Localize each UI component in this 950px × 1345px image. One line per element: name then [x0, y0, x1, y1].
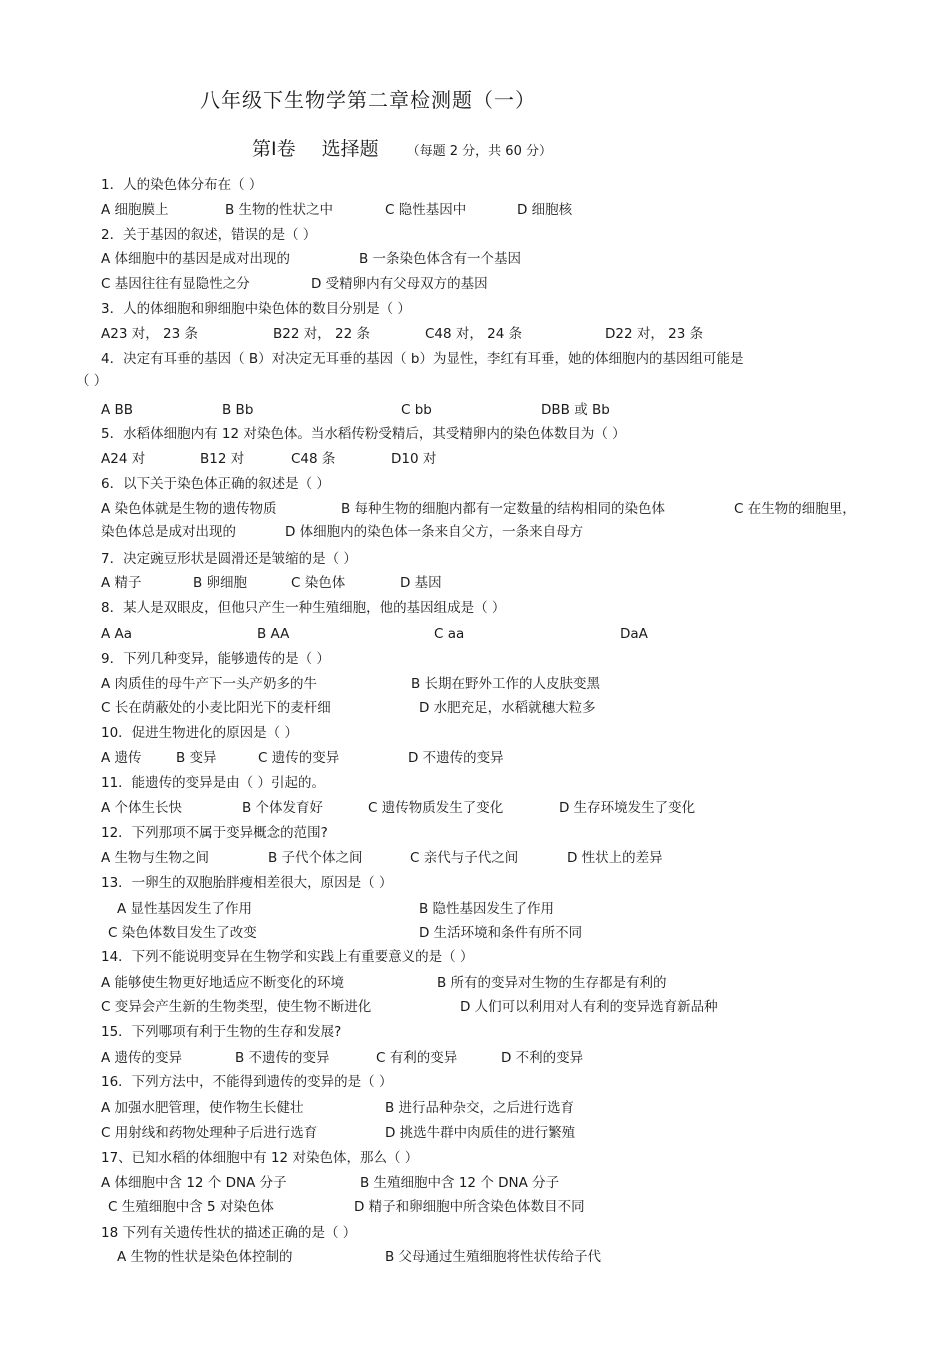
answer-option: B 生物的性状之中 — [225, 202, 334, 218]
answer-option: B AA — [257, 626, 290, 642]
question-stem: 8．某人是双眼皮，但他只产生一种生殖细胞，他的基因组成是（ ） — [101, 600, 506, 616]
answer-option: A23 对， 23 条 — [101, 326, 198, 342]
answer-option: D 生活环境和条件有所不同 — [419, 925, 583, 941]
answer-option: B22 对， 22 条 — [273, 326, 370, 342]
answer-option: D 人们可以利用对人有利的变异选育新品种 — [460, 999, 718, 1015]
answer-option: B 长期在野外工作的人皮肤变黑 — [411, 676, 601, 692]
answer-option: C48 条 — [291, 451, 336, 467]
answer-option: B 所有的变异对生物的生存都是有利的 — [437, 975, 667, 991]
answer-option: D 挑选牛群中肉质佳的进行繁殖 — [385, 1125, 576, 1141]
answer-option: C aa — [434, 626, 465, 642]
question-stem: 14．下列不能说明变异在生物学和实践上有重要意义的是（ ） — [101, 949, 474, 965]
answer-option: C 染色体数目发生了改变 — [108, 925, 257, 941]
answer-option: B 一条染色体含有一个基因 — [359, 251, 522, 267]
answer-option: D 体细胞内的染色体一条来自父方，一条来自母方 — [285, 524, 584, 540]
answer-option: A 肉质佳的母牛产下一头产奶多的牛 — [101, 676, 318, 692]
answer-option: D 性状上的差异 — [567, 850, 663, 866]
answer-option: C 隐性基因中 — [385, 202, 467, 218]
question-stem: 9．下列几种变异，能够遗传的是（ ） — [101, 651, 330, 667]
question-stem: 10．促进生物进化的原因是（ ） — [101, 725, 298, 741]
answer-option: A BB — [101, 402, 134, 418]
answer-option: C 长在荫蔽处的小麦比阳光下的麦杆细 — [101, 700, 331, 716]
section-heading — [252, 134, 552, 161]
answer-option: B 不遗传的变异 — [235, 1050, 330, 1066]
answer-option: A 精子 — [101, 575, 142, 591]
answer-option: A 能够使生物更好地适应不断变化的环境 — [101, 975, 345, 991]
answer-option: C 遗传物质发生了变化 — [368, 800, 504, 816]
answer-option: D 水肥充足，水稻就穗大粒多 — [419, 700, 596, 716]
answer-option: B12 对 — [200, 451, 245, 467]
answer-option: A 遗传 — [101, 750, 142, 766]
answer-option: A 染色体就是生物的遗传物质 — [101, 501, 277, 517]
answer-option: DaA — [620, 626, 648, 642]
answer-option: B 进行品种杂交，之后进行选育 — [385, 1100, 575, 1116]
question-stem: 4．决定有耳垂的基因（ B）对决定无耳垂的基因（ b）为显性，李红有耳垂，她的体细胞内的基因组可能是 — [101, 351, 744, 367]
answer-option: A Aa — [101, 626, 133, 642]
question-stem: 17、已知水稻的体细胞中有 12 对染色体，那么（ ） — [101, 1150, 419, 1166]
answer-option: D 不利的变异 — [501, 1050, 584, 1066]
answer-option: B 子代个体之间 — [268, 850, 363, 866]
question-stem: 12．下列那项不属于变异概念的范围? — [101, 825, 328, 841]
answer-option: A 显性基因发生了作用 — [117, 901, 253, 917]
answer-option: A 细胞膜上 — [101, 202, 169, 218]
question-stem: 6．以下关于染色体正确的叙述是（ ） — [101, 476, 330, 492]
question-stem: 3．人的体细胞和卵细胞中染色体的数目分别是（ ） — [101, 301, 411, 317]
answer-option: D 细胞核 — [517, 202, 573, 218]
section-note: （每题 2 分，共 60 分） — [406, 144, 552, 159]
answer-option: D 不遗传的变异 — [408, 750, 504, 766]
answer-option: D10 对 — [391, 451, 437, 467]
answer-option: B 生殖细胞中含 12 个 DNA 分子 — [360, 1175, 560, 1191]
page-title: 八年级下生物学第二章检测题（一） — [200, 88, 536, 112]
answer-option: D 受精卵内有父母双方的基因 — [311, 276, 488, 292]
question-stem: 16．下列方法中，不能得到遗传的变异的是（ ） — [101, 1074, 393, 1090]
question-stem: 5．水稻体细胞内有 12 对染色体。当水稻传粉受精后，其受精卵内的染色体数目为（ ） — [101, 426, 626, 442]
answer-option: D22 对， 23 条 — [605, 326, 704, 342]
question-stem: （ ） — [76, 373, 108, 389]
answer-option: C 染色体 — [291, 575, 346, 591]
answer-option: A 体细胞中的基因是成对出现的 — [101, 251, 291, 267]
answer-option: B Bb — [222, 402, 254, 418]
answer-option: D 精子和卵细胞中所含染色体数目不同 — [354, 1199, 585, 1215]
question-stem: 13．一卵生的双胞胎胖瘦相差很大，原因是（ ） — [101, 875, 393, 891]
question-stem: 18 下列有关遗传性状的描述正确的是（ ） — [101, 1225, 357, 1241]
answer-option: B 隐性基因发生了作用 — [419, 901, 555, 917]
answer-option: C 有利的变异 — [376, 1050, 458, 1066]
answer-option: A 体细胞中含 12 个 DNA 分子 — [101, 1175, 287, 1191]
answer-option: B 个体发育好 — [242, 800, 324, 816]
answer-option: DBB 或 Bb — [541, 402, 610, 418]
question-stem: 1．人的染色体分布在（ ） — [101, 177, 263, 193]
answer-option: B 每种生物的细胞内都有一定数量的结构相同的染色体 — [341, 501, 666, 517]
question-stem: 7．决定豌豆形状是圆滑还是皱缩的是（ ） — [101, 551, 357, 567]
section-number: 第Ⅰ卷 — [252, 138, 296, 160]
answer-option: C 亲代与子代之间 — [410, 850, 519, 866]
question-stem: 15．下列哪项有利于生物的生存和发展? — [101, 1024, 342, 1040]
answer-option: A24 对 — [101, 451, 146, 467]
answer-option: C 用射线和药物处理种子后进行选育 — [101, 1125, 318, 1141]
answer-option: C bb — [401, 402, 432, 418]
answer-option: D 基因 — [400, 575, 442, 591]
answer-option: C 变异会产生新的生物类型，使生物不断进化 — [101, 999, 372, 1015]
answer-option: B 父母通过生殖细胞将性状传给子代 — [385, 1249, 602, 1265]
answer-option: D 生存环境发生了变化 — [559, 800, 696, 816]
answer-option: C 生殖细胞中含 5 对染色体 — [108, 1199, 274, 1215]
answer-option: A 生物的性状是染色体控制的 — [117, 1249, 293, 1265]
answer-option: B 变异 — [176, 750, 217, 766]
answer-option: 染色体总是成对出现的 — [101, 524, 236, 540]
question-stem: 11．能遗传的变异是由（ ）引起的。 — [101, 775, 325, 791]
section-name: 选择题 — [321, 138, 379, 160]
answer-option: A 遗传的变异 — [101, 1050, 183, 1066]
question-stem: 2．关于基因的叙述，错误的是（ ） — [101, 227, 317, 243]
answer-option: C 在生物的细胞里， — [734, 501, 856, 517]
answer-option: C48 对， 24 条 — [425, 326, 523, 342]
answer-option: C 遗传的变异 — [258, 750, 340, 766]
answer-option: A 生物与生物之间 — [101, 850, 210, 866]
answer-option: C 基因往往有显隐性之分 — [101, 276, 250, 292]
answer-option: A 个体生长快 — [101, 800, 183, 816]
answer-option: B 卵细胞 — [193, 575, 248, 591]
answer-option: A 加强水肥管理，使作物生长健壮 — [101, 1100, 304, 1116]
